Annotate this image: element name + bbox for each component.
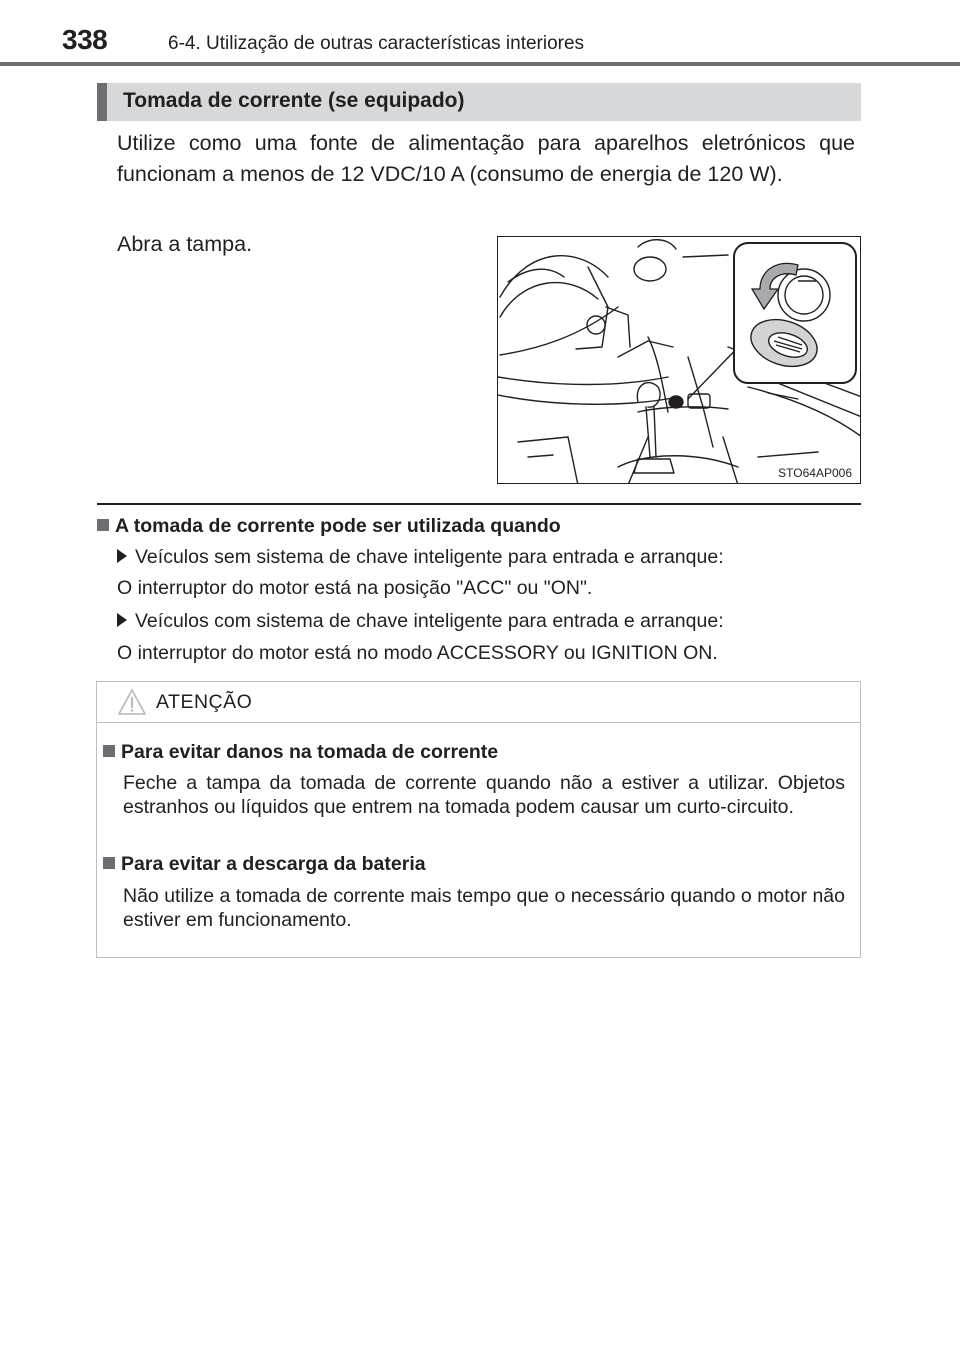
square-bullet-icon [103, 745, 115, 757]
triangle-bullet-icon [117, 549, 127, 563]
warning-subheading-2-text: Para evitar a descarga da bateria [121, 853, 426, 875]
header-rule [0, 62, 960, 66]
step-text: Abra a tampa. [117, 232, 253, 256]
power-outlet-illustration [497, 236, 861, 484]
warning-text-2: Não utilize a tomada de corrente mais tempo que o necessário quando o motor não estiver em funcionamento. [123, 885, 845, 931]
note-heading-text: A tomada de corrente pode ser utilizada quando [115, 515, 561, 537]
warning-subheading-1-text: Para evitar danos na tomada de corrente [121, 741, 499, 763]
note-text-2: O interruptor do motor está no modo ACCESSORY ou IGNITION ON. [117, 642, 718, 664]
note-bullet-1 [117, 546, 724, 569]
note-bullet-2-text: Veículos com sistema de chave inteligente para entrada e arranque: [135, 610, 724, 632]
separator-rule [97, 503, 861, 505]
dashboard-line-drawing [498, 237, 861, 484]
warning-title: ATENÇÃO [156, 691, 253, 713]
page-number: 338 [62, 24, 108, 55]
section-title-bar [97, 83, 861, 121]
note-bullet-1-text: Veículos sem sistema de chave inteligente para entrada e arranque: [135, 546, 724, 568]
triangle-bullet-icon [117, 613, 127, 627]
intro-paragraph: Utilize como uma fonte de alimentação para aparelhos eletrónicos que funcionam a menos de 12 VDC/10 A (consumo de energia de 120 W). [117, 131, 855, 186]
warning-text-1: Feche a tampa da tomada de corrente quando não a estiver a utilizar. Objetos estranhos ou líquidos que entrem na tomada podem causar um curto-circuito. [123, 772, 845, 818]
warning-triangle-icon [117, 688, 147, 716]
warning-header [97, 682, 860, 723]
note-text-1: O interruptor do motor está na posição "ACC" ou "ON". [117, 577, 593, 599]
square-bullet-icon [103, 857, 115, 869]
warning-subheading-1 [103, 741, 498, 764]
figure-code: STO64AP006 [778, 466, 852, 480]
square-bullet-icon [97, 519, 109, 531]
warning-subheading-2 [103, 853, 426, 876]
warning-box [96, 681, 861, 958]
section-title: Tomada de corrente (se equipado) [123, 89, 465, 112]
note-heading [97, 515, 561, 538]
note-bullet-2 [117, 610, 724, 633]
running-head: 6-4. Utilização de outras características interiores [168, 33, 585, 54]
